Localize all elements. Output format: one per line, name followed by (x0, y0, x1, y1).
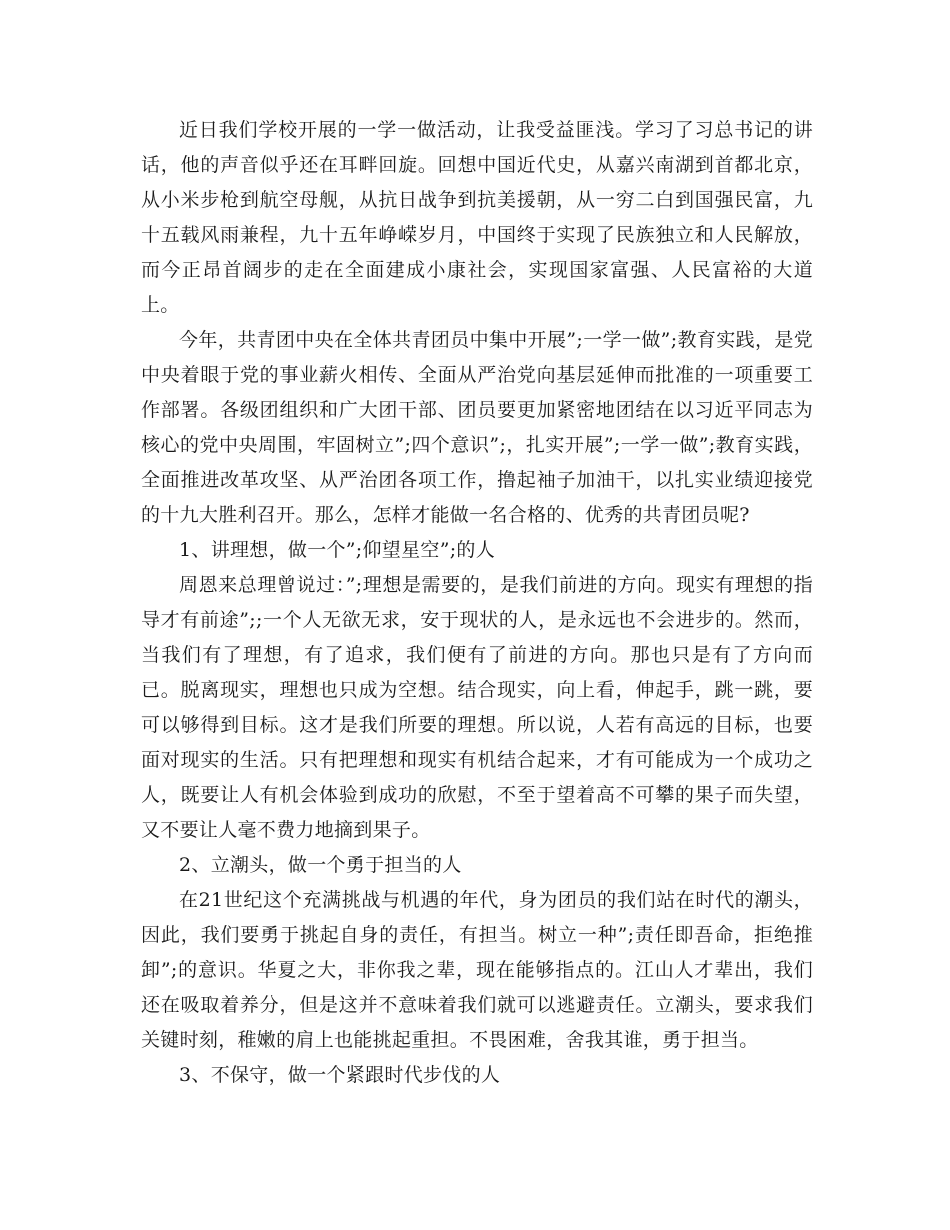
section-heading-3: 3、不保守，做一个紧跟时代步伐的人 (179, 1064, 501, 1086)
paragraph-background: 今年，共青团中央在全体共青团员中集中开展”;一学一做”;教育实践，是党中央着眼于党的事业薪火相传、全面从严治党向基层延伸而批准的一项重要工作部署。各级团组织和广大团干部、团员要更加紧密地团结在以习近平同志为核心的党中央周围，牢固树立”;四个意识”;，扎实开展”;一学一做”;教育实践，全面推进改革攻坚、从严治团各项工作，撸起袖子加油干，以扎实业绩迎接党的十九大胜利召开。那么，怎样才能做一名合格的、优秀的共青团员呢? (141, 329, 813, 526)
document-body (141, 113, 813, 1093)
paragraph-responsibility: 在21世纪这个充满挑战与机遇的年代，身为团员的我们站在时代的潮头，因此，我们要勇于挑起自身的责任，有担当。树立一种”;责任即吾命，拒绝推卸”;的意识。华夏之大，非你我之辈，现在能够指点的。江山人才辈出，我们还在吸取着养分，但是这并不意味着我们就可以逃避责任。立潮头，要求我们关键时刻，稚嫩的肩上也能挑起重担。不畏困难，舍我其谁，勇于担当。 (141, 889, 813, 1051)
section-heading-1: 1、讲理想，做一个”;仰望星空”;的人 (179, 539, 496, 561)
paragraph-ideals: 周恩来总理曾说过：”;理想是需要的，是我们前进的方向。现实有理想的指导才有前途”;;一个人无欲无求，安于现状的人，是永远也不会进步的。然而，当我们有了理想，有了追求，我们便有了前进的方向。那也只是有了方向而已。脱离现实，理想也只成为空想。结合现实，向上看，伸起手，跳一跳，要可以够得到目标。这才是我们所要的理想。所以说，人若有高远的目标，也要面对现实的生活。只有把理想和现实有机结合起来，才有可能成为一个成功之人，既要让人有机会体验到成功的欣慰，不至于望着高不可攀的果子而失望，又不要让人毫不费力地摘到果子。 (141, 574, 813, 841)
paragraph-intro: 近日我们学校开展的一学一做活动，让我受益匪浅。学习了习总书记的讲话，他的声音似乎还在耳畔回旋。回想中国近代史，从嘉兴南湖到首都北京，从小米步枪到航空母舰，从抗日战争到抗美援朝，从一穷二白到国强民富，九十五载风雨兼程，九十五年峥嵘岁月，中国终于实现了民族独立和人民解放，而今正昂首阔步的走在全面建成小康社会，实现国家富强、人民富裕的大道上。 (141, 119, 813, 316)
section-heading-2: 2、立潮头，做一个勇于担当的人 (179, 854, 462, 876)
